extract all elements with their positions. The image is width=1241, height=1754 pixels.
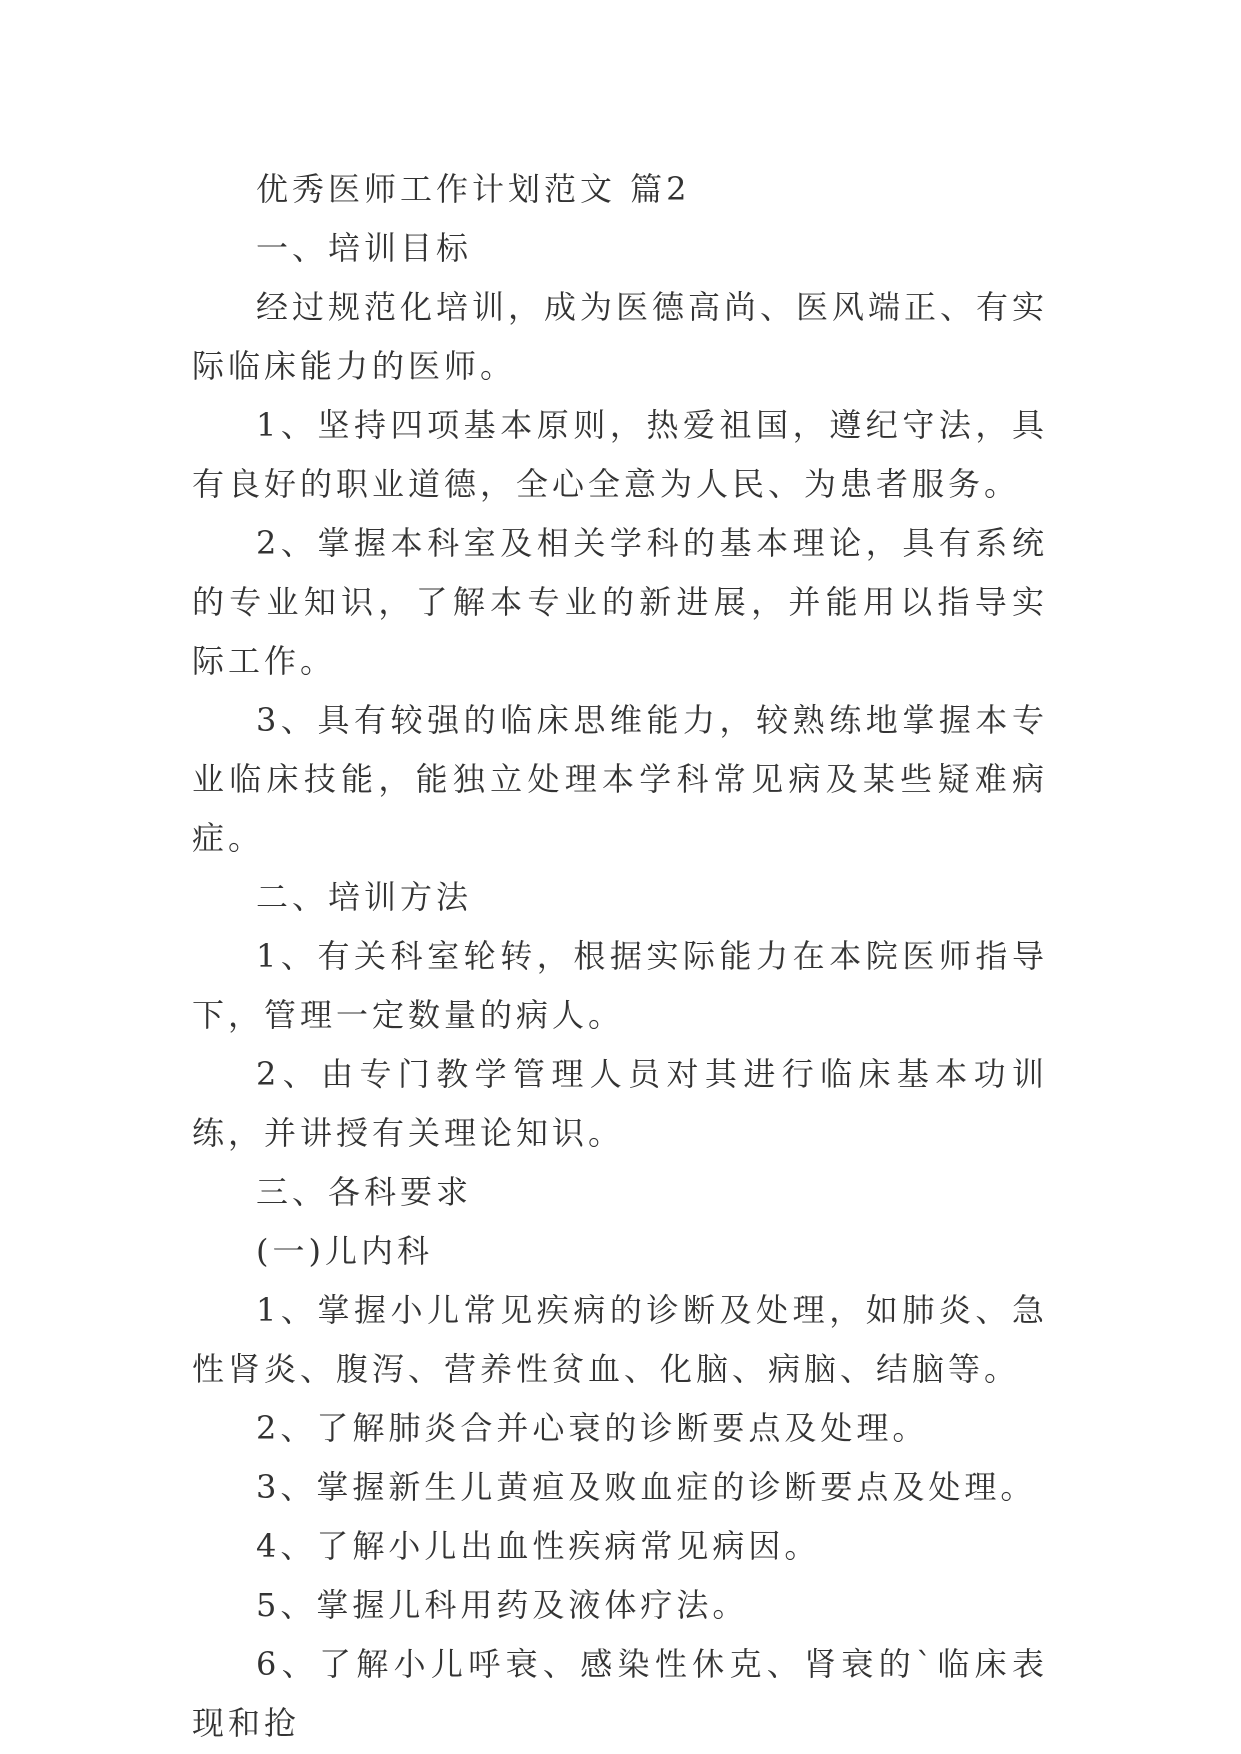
document-title: 优秀医师工作计划范文 篇2 bbox=[256, 170, 691, 208]
paragraph: 经过规范化培训，成为医德高尚、医风端正、有实际临床能力的医师。 bbox=[192, 288, 1049, 385]
paragraph: 2、掌握本科室及相关学科的基本理论，具有系统的专业知识，了解本专业的新进展，并能用以指导实际工作。 bbox=[192, 524, 1048, 680]
paragraph: 1、有关科室轮转，根据实际能力在本院医师指导下，管理一定数量的病人。 bbox=[192, 937, 1048, 1034]
document-body bbox=[192, 160, 1048, 1753]
paragraph: 1、掌握小儿常见疾病的诊断及处理，如肺炎、急性肾炎、腹泻、营养性贫血、化脑、病脑、结脑等。 bbox=[192, 1291, 1048, 1388]
paragraph: 3、具有较强的临床思维能力，较熟练地掌握本专业临床技能，能独立处理本学科常见病及某些疑难病症。 bbox=[192, 701, 1048, 857]
paragraph: 2、了解肺炎合并心衰的诊断要点及处理。 bbox=[256, 1409, 929, 1447]
section-heading-department-requirements: 三、各科要求 bbox=[256, 1173, 473, 1211]
paragraph: 5、掌握儿科用药及液体疗法。 bbox=[256, 1586, 749, 1624]
paragraph: 1、坚持四项基本原则，热爱祖国，遵纪守法，具有良好的职业道德，全心全意为人民、为患者服务。 bbox=[192, 406, 1048, 503]
paragraph: 2、由专门教学管理人员对其进行临床基本功训练，并讲授有关理论知识。 bbox=[192, 1055, 1048, 1152]
section-heading-training-methods: 二、培训方法 bbox=[256, 878, 473, 916]
section-heading-training-goals: 一、培训目标 bbox=[256, 229, 473, 267]
paragraph: 6、了解小儿呼衰、感染性休克、肾衰的`临床表现和抢 bbox=[192, 1645, 1048, 1742]
paragraph: 4、了解小儿出血性疾病常见病因。 bbox=[256, 1527, 821, 1565]
subsection-heading-pediatrics: (一)儿内科 bbox=[256, 1232, 433, 1270]
paragraph: 3、掌握新生儿黄疸及败血症的诊断要点及处理。 bbox=[256, 1468, 1037, 1506]
